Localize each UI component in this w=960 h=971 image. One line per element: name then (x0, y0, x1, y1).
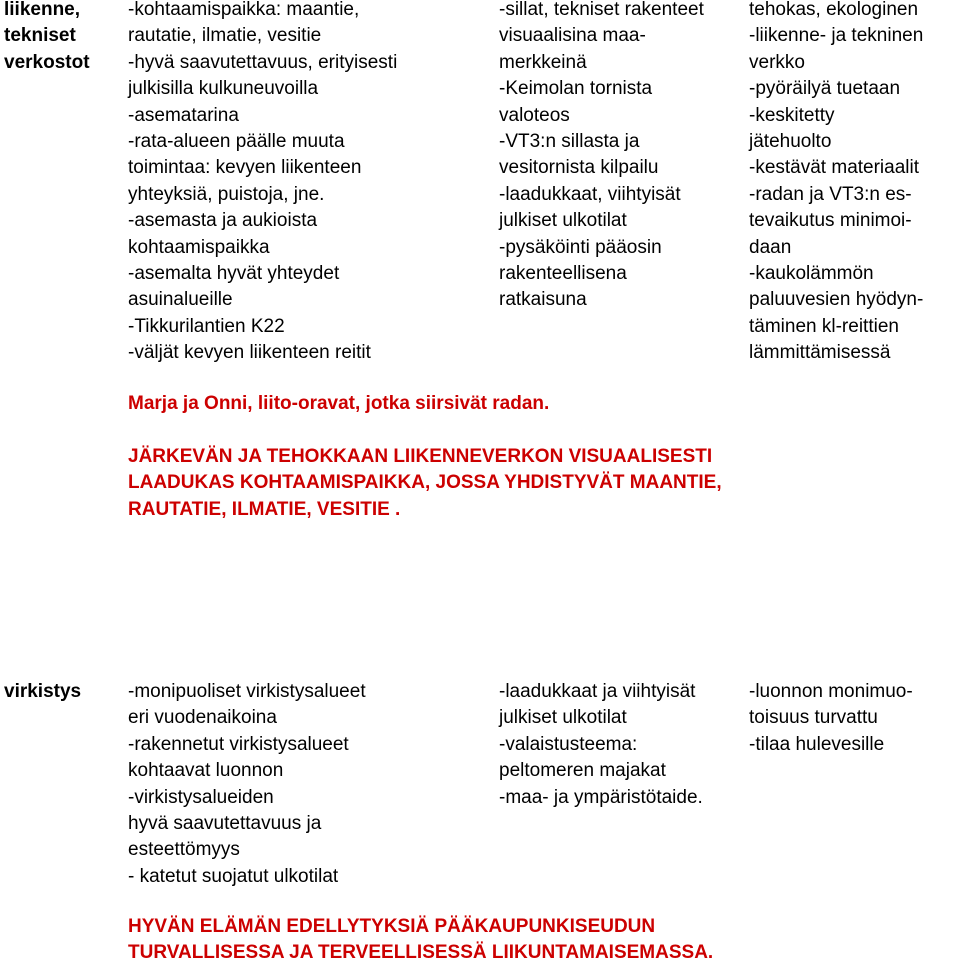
summary-line: RAUTATIE, ILMATIE, VESITIE . (128, 498, 401, 520)
text-line: -tilaa hulevesille (749, 733, 885, 755)
text-line: -laadukkaat ja viihtyisät (499, 681, 696, 702)
text-line: merkkeinä (499, 51, 587, 73)
section2-column-1 (128, 679, 493, 890)
text-line: - katetut suojatut ulkotilat (128, 865, 339, 887)
text-line: vesitornista kilpailu (499, 157, 659, 179)
summary-line: JÄRKEVÄN JA TEHOKKAAN LIIKENNEVERKON VISUAALISESTI (128, 446, 713, 467)
text-line: kohtaavat luonnon (128, 760, 284, 782)
text-line: verkko (749, 51, 805, 73)
text-line: -kestävät materiaalit (749, 157, 920, 179)
section-heading-liikenne (4, 0, 122, 76)
text-line: julkiset ulkotilat (499, 210, 627, 232)
text-line: lämmittämisessä (749, 342, 891, 364)
section1-column-1 (128, 0, 493, 367)
text-line: kohtaamispaikka (128, 236, 270, 258)
text-line: daan (749, 236, 792, 258)
text-line: -monipuoliset virkistysalueet (128, 681, 366, 702)
text-line: -liikenne- ja tekninen (749, 25, 924, 47)
text-line: -sillat, tekniset rakenteet (499, 0, 704, 20)
text-line: -kaukolämmön (749, 263, 874, 285)
text-line: -pyöräilyä tuetaan (749, 78, 901, 100)
summary-line: TURVALLISESSA JA TERVEELLISESSÄ LIIKUNTAMAISEMASSA. (128, 942, 714, 964)
text-line: tehokas, ekologinen (749, 0, 919, 20)
heading-line: verkostot (4, 51, 90, 73)
summary-text-2 (128, 914, 713, 967)
text-line: asuinalueille (128, 289, 233, 311)
text-line: -rata-alueen päälle muuta (128, 131, 345, 153)
text-line: paluuvesien hyödyn- (749, 289, 924, 311)
text-line: -laadukkaat, viihtyisät (499, 183, 681, 205)
text-line: -asemalta hyvät yhteydet (128, 263, 340, 285)
text-line: julkiset ulkotilat (499, 707, 627, 729)
text-line: -pysäköinti pääosin (499, 236, 662, 258)
text-line: toisuus turvattu (749, 707, 878, 729)
text-line: -virkistysalueiden (128, 786, 274, 808)
section1-column-3 (749, 0, 959, 367)
note-text (128, 391, 549, 417)
text-line: -asematarina (128, 104, 239, 126)
text-line: -radan ja VT3:n es- (749, 183, 912, 205)
text-line: -maa- ja ympäristötaide. (499, 786, 703, 808)
text-line: -valaistusteema: (499, 733, 638, 755)
text-line: visuaalisina maa- (499, 25, 646, 47)
text-line: -kohtaamispaikka: maantie, (128, 0, 360, 20)
text-line: hyvä saavutettavuus ja (128, 813, 322, 835)
section1-column-2 (499, 0, 749, 314)
text-line: täminen kl-reittien (749, 315, 899, 337)
text-line: ratkaisuna (499, 289, 587, 311)
text-line: toimintaa: kevyen liikenteen (128, 157, 362, 179)
text-line: valoteos (499, 104, 570, 126)
section2-column-2 (499, 679, 749, 811)
heading-line: virkistys (4, 681, 82, 702)
note-line: Marja ja Onni, liito-oravat, jotka siirsivät radan. (128, 393, 550, 414)
section2-column-3 (749, 679, 959, 758)
section-heading-virkistys (4, 679, 122, 705)
text-line: eri vuodenaikoina (128, 707, 277, 729)
heading-line: liikenne, (4, 0, 81, 20)
text-line: tevaikutus minimoi- (749, 210, 912, 232)
text-line: -rakennetut virkistysalueet (128, 733, 349, 755)
text-line: -luonnon monimuo- (749, 681, 913, 702)
heading-line: tekniset (4, 25, 76, 47)
text-line: rakenteellisena (499, 263, 627, 285)
text-line: -hyvä saavutettavuus, erityisesti (128, 51, 398, 73)
summary-text-1 (128, 444, 722, 523)
text-line: -VT3:n sillasta ja (499, 131, 640, 153)
text-line: rautatie, ilmatie, vesitie (128, 25, 322, 47)
text-line: -Keimolan tornista (499, 78, 653, 100)
text-line: peltomeren majakat (499, 760, 666, 782)
text-line: -asemasta ja aukioista (128, 210, 318, 232)
text-line: -keskitetty (749, 104, 835, 126)
summary-line: LAADUKAS KOHTAAMISPAIKKA, JOSSA YHDISTYVÄT MAANTIE, (128, 472, 722, 494)
text-line: yhteyksiä, puistoja, jne. (128, 183, 325, 205)
text-line: -väljät kevyen liikenteen reitit (128, 342, 371, 364)
text-line: julkisilla kulkuneuvoilla (128, 78, 319, 100)
text-line: jätehuolto (749, 131, 832, 153)
text-line: -Tikkurilantien K22 (128, 315, 285, 337)
text-line: esteettömyys (128, 839, 240, 861)
summary-line: HYVÄN ELÄMÄN EDELLYTYKSIÄ PÄÄKAUPUNKISEUDUN (128, 916, 656, 937)
